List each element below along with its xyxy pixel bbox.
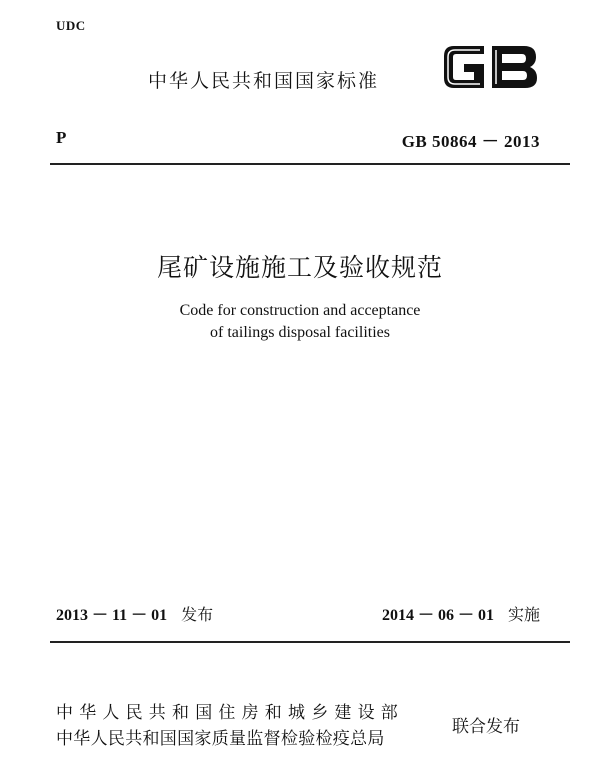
issue-date: 2013 － 11 － 01 bbox=[56, 607, 168, 624]
implement-label: 实施 bbox=[507, 605, 540, 624]
implement-date: 2014 － 06 － 01 bbox=[381, 607, 494, 624]
issue-label: 发布 bbox=[181, 605, 214, 624]
gb-logo-graphic bbox=[440, 40, 540, 94]
classification-code: P bbox=[56, 128, 67, 147]
standard-number: GB 50864 － 2013 bbox=[401, 132, 540, 151]
joint-issue-label: 联合发布 bbox=[452, 717, 520, 737]
standard-type: 中华人民共和国国家标准 bbox=[148, 70, 380, 92]
top-divider bbox=[50, 163, 570, 165]
bottom-divider bbox=[50, 641, 570, 643]
authority-line-1: 中华人民共和国住房和城乡建设部 bbox=[56, 703, 404, 723]
implement-date-row bbox=[382, 602, 540, 625]
chinese-title: 尾矿设施施工及验收规范 bbox=[156, 253, 443, 282]
authority-line-2: 中华人民共和国国家质量监督检验检疫总局 bbox=[56, 729, 385, 749]
english-title-line1: Code for construction and acceptance bbox=[179, 302, 421, 319]
english-title bbox=[0, 300, 600, 344]
issue-date-row bbox=[56, 602, 213, 625]
english-title-line2: of tailings disposal facilities bbox=[210, 324, 390, 341]
udc-label: UDC bbox=[56, 18, 86, 33]
issuing-authorities bbox=[56, 700, 404, 752]
gb-logo bbox=[440, 40, 540, 94]
